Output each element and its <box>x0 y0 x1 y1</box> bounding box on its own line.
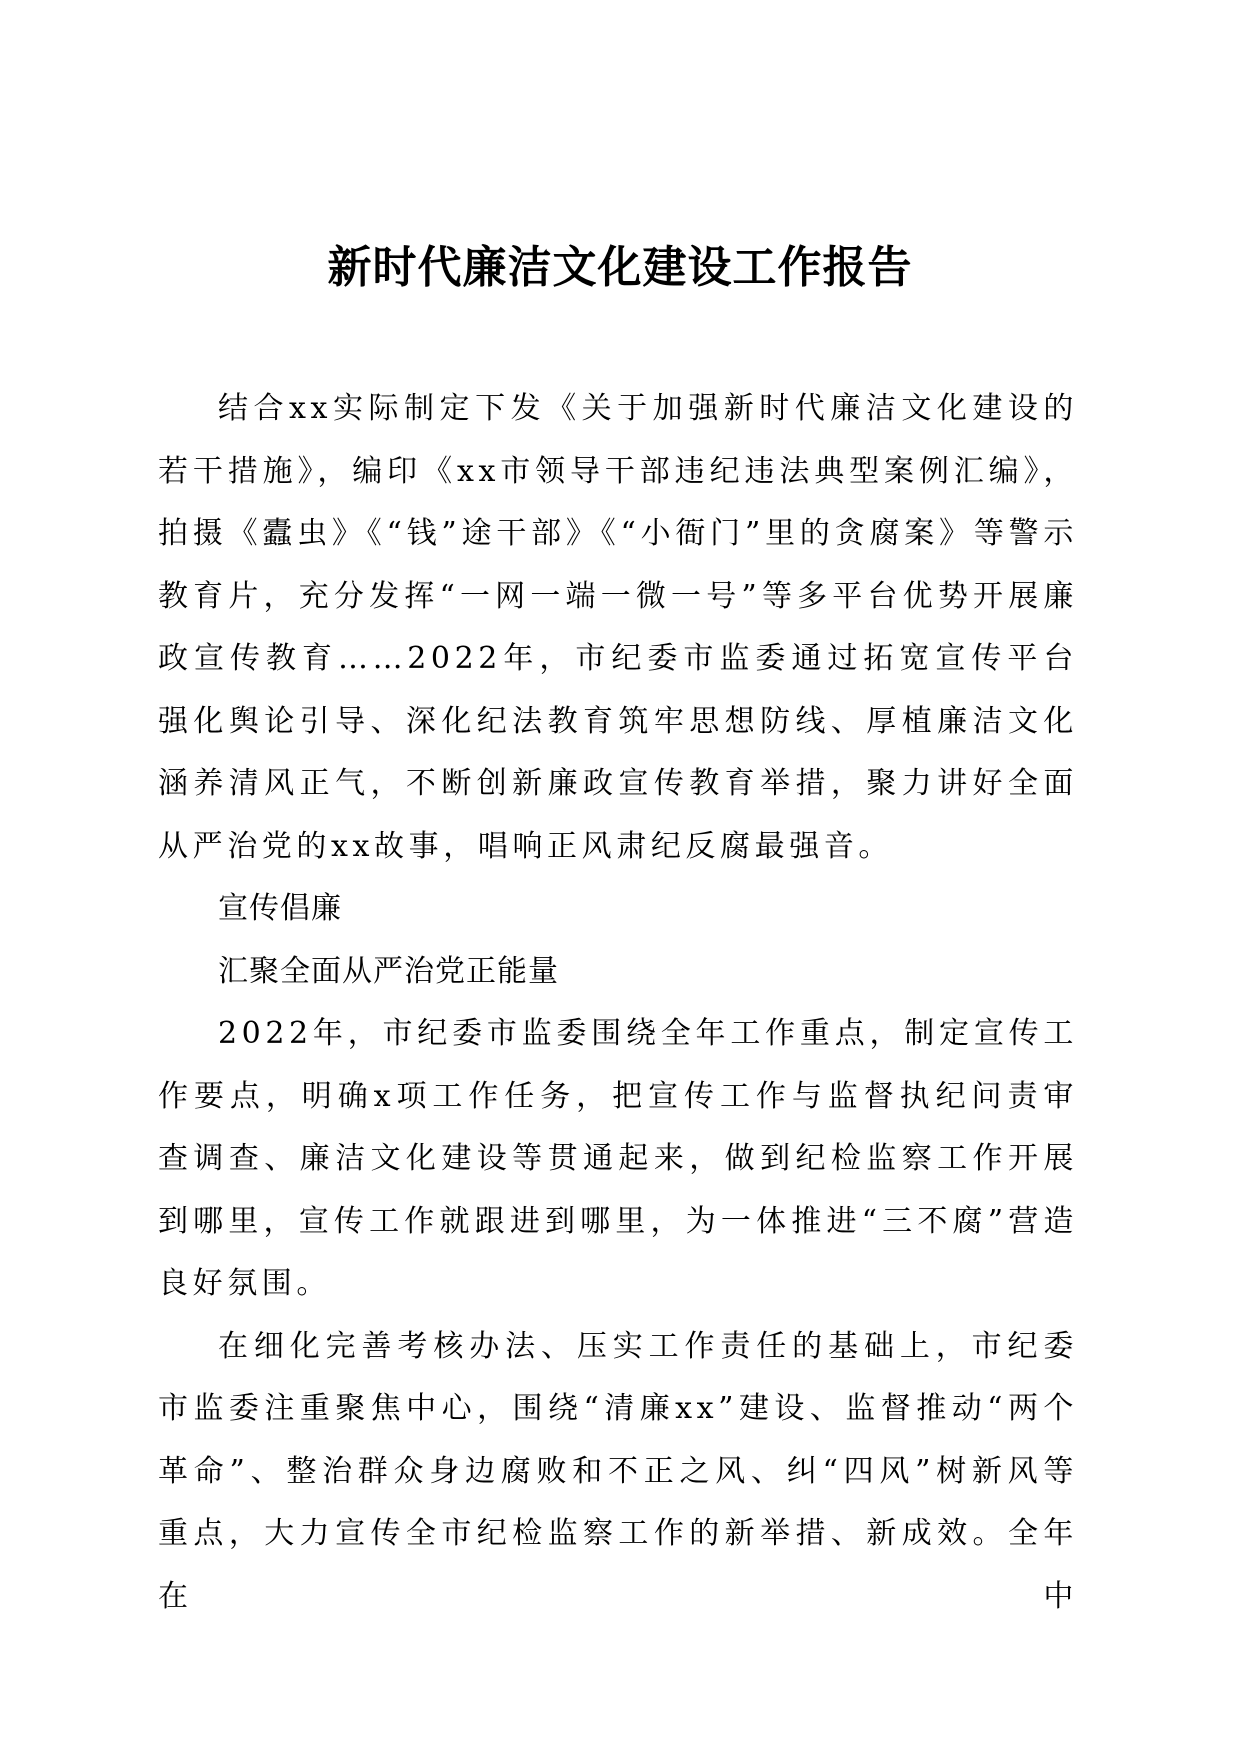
paragraph-2022-work: 2022年，市纪委市监委围绕全年工作重点，制定宣传工作要点，明确x项工作任务，把宣传工作与监督执纪问责审查调查、廉洁文化建设等贯通起来，做到纪检监察工作开展到哪里，宣传工作就跟进到哪里，为一体推进“三不腐”营造良好氛围。 <box>158 1016 1078 1301</box>
document-body <box>158 378 1078 1628</box>
paragraph-assessment: 在细化完善考核办法、压实工作责任的基础上，市纪委市监委注重聚焦中心，围绕“清廉xx”建设、监督推动“两个革命”、整治群众身边腐败和不正之风、纠“四风”树新风等重点，大力宣传全市纪检监察工作的新举措、新成效。全年在中 <box>158 1328 1078 1614</box>
section-heading-positive-energy: 汇聚全面从严治党正能量 <box>218 953 559 989</box>
intro-paragraph: 结合xx实际制定下发《关于加强新时代廉洁文化建设的若干措施》，编印《xx市领导干部违纪违法典型案例汇编》，拍摄《蠹虫》《“钱”途干部》《“小衙门”里的贪腐案》等警示教育片，充分发挥“一网一端一微一号”等多平台优势开展廉政宣传教育……2022年，市纪委市监委通过拓宽宣传平台强化舆论引导、深化纪法教育筑牢思想防线、厚植廉洁文化涵养清风正气，不断创新廉政宣传教育举措，聚力讲好全面从严治党的xx故事，唱响正风肃纪反腐最强音。 <box>158 391 1078 864</box>
document-title: 新时代廉洁文化建设工作报告 <box>327 242 913 293</box>
section-heading-propaganda: 宣传倡廉 <box>218 891 342 926</box>
